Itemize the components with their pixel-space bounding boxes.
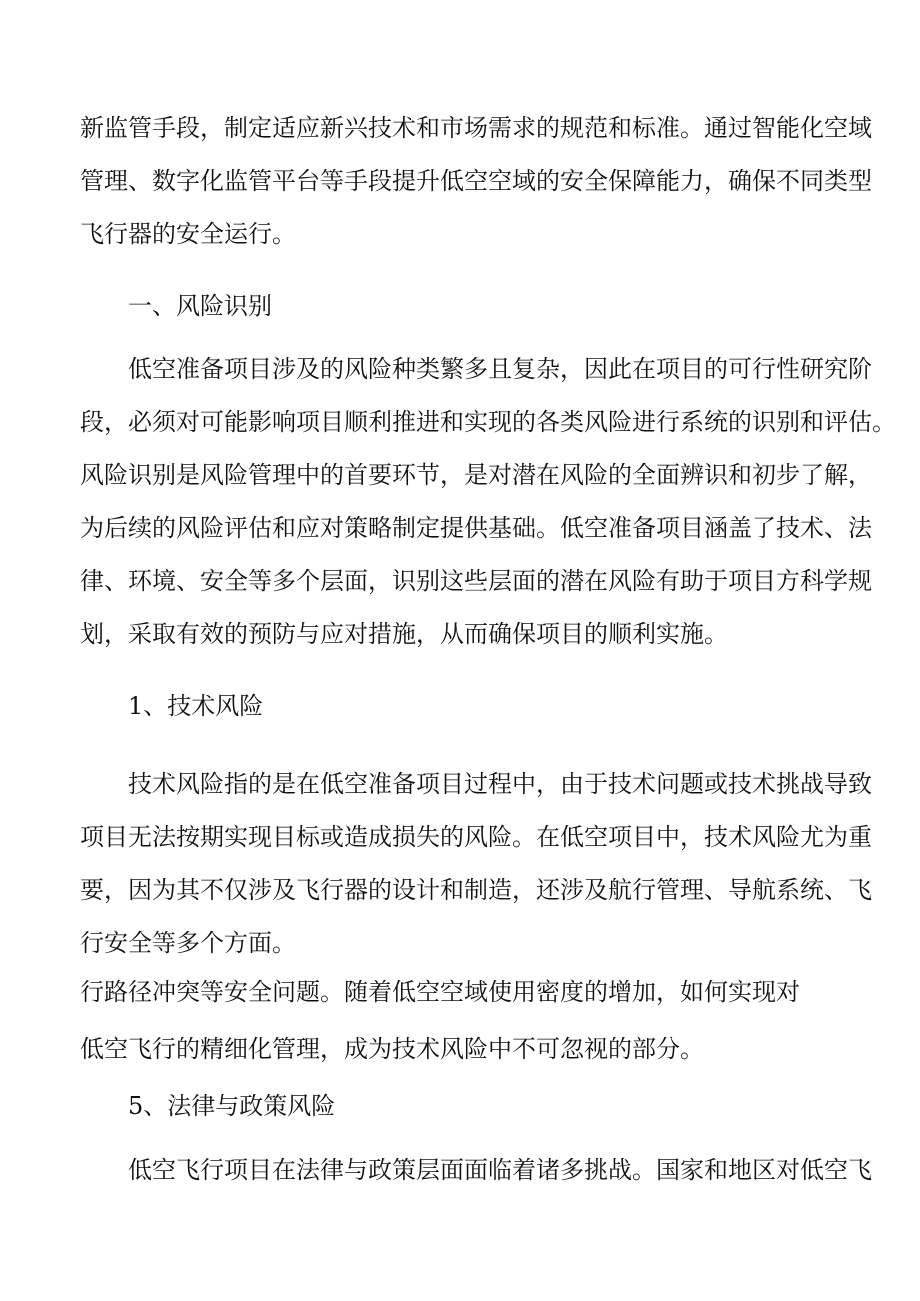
paragraph-line: 律、环境、安全等多个层面，识别这些层面的潜在风险有助于项目方科学规: [80, 567, 872, 595]
paragraph-line: 行路径冲突等安全问题。随着低空空域使用密度的增加，如何实现对: [80, 978, 800, 1006]
subsection-heading: 1、技术风险: [128, 692, 264, 720]
paragraph-line: 段，必须对可能影响项目顺利推进和实现的各类风险进行系统的识别和评估。: [80, 408, 896, 436]
paragraph-line: 划，采取有效的预防与应对措施，从而确保项目的顺利实施。: [80, 620, 728, 648]
paragraph-line: 低空飞行的精细化管理，成为技术风险中不可忽视的部分。: [80, 1035, 704, 1063]
paragraph-line: 项目无法按期实现目标或造成损失的风险。在低空项目中，技术风险尤为重: [80, 823, 872, 851]
paragraph-line: 要，因为其不仅涉及飞行器的设计和制造，还涉及航行管理、导航系统、飞: [80, 876, 872, 904]
paragraph-line: 风险识别是风险管理中的首要环节，是对潜在风险的全面辨识和初步了解，: [80, 461, 872, 489]
paragraph-line: 飞行器的安全运行。: [80, 220, 296, 248]
section-heading: 一、风险识别: [128, 292, 272, 320]
paragraph-line: 新监管手段，制定适应新兴技术和市场需求的规范和标准。通过智能化空域: [80, 114, 872, 142]
paragraph-line: 为后续的风险评估和应对策略制定提供基础。低空准备项目涵盖了技术、法: [80, 514, 872, 542]
paragraph-line: 技术风险指的是在低空准备项目过程中，由于技术问题或技术挑战导致: [128, 770, 872, 798]
paragraph-line: 低空准备项目涉及的风险种类繁多且复杂，因此在项目的可行性研究阶: [128, 355, 872, 383]
paragraph-line: 行安全等多个方面。: [80, 929, 296, 957]
subsection-heading: 5、法律与政策风险: [128, 1092, 336, 1120]
paragraph-line: 低空飞行项目在法律与政策层面面临着诸多挑战。国家和地区对低空飞: [128, 1156, 872, 1184]
paragraph-line: 管理、数字化监管平台等手段提升低空空域的安全保障能力，确保不同类型: [80, 167, 872, 195]
